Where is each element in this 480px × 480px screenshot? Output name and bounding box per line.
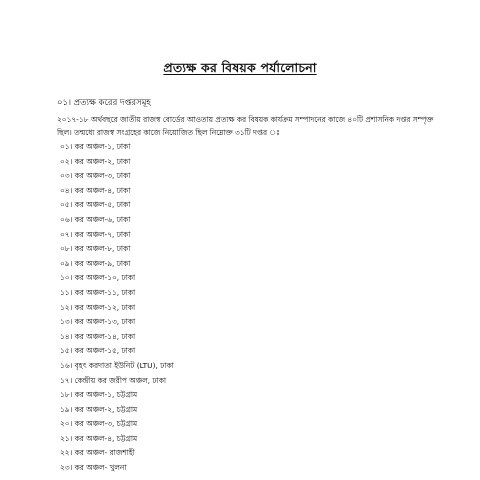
intro-paragraph: ২০১৭-১৮ অর্থবছরে জাতীয় রাজস্ব বোর্ডের আওতায় প্রত্যক্ষ কর বিষয়ক কার্যক্রম সম্পাদনের কাজে ৪০টি প্রশাসনিক দপ্তর সম্পৃক্ত ছিল। তন্মধ্যে রাজস্ব সংগ্রহের কাজে নিয়োজিত ছিল নিম্নোক্ত ৩১টি দপ্তর ঃ xyxy=(57,115,434,137)
office-list-item: ০২। কর অঞ্চল-২, ঢাকা xyxy=(60,156,131,166)
office-list-item: ০৮। কর অঞ্চল-৮, ঢাকা xyxy=(60,244,131,254)
office-list-item: ২০। কর অঞ্চল-৩, চট্টগ্রাম xyxy=(60,419,138,429)
office-list-item: ১০। কর অঞ্চল-১০, ঢাকা xyxy=(60,273,136,283)
office-list-item: ০৬। কর অঞ্চল-৬, ঢাকা xyxy=(60,214,131,224)
office-list xyxy=(60,140,174,476)
office-list-item: ১২। কর অঞ্চল-১২, ঢাকা xyxy=(60,302,136,312)
office-list-item: ০৭। কর অঞ্চল-৭, ঢাকা xyxy=(60,229,131,239)
office-list-item: ০৪। কর অঞ্চল-৪, ঢাকা xyxy=(60,185,131,195)
office-list-item: ১৯। কর অঞ্চল-২, চট্টগ্রাম xyxy=(60,404,138,414)
office-list-item: ০১। কর অঞ্চল-১, ঢাকা xyxy=(60,142,131,151)
office-list-item: ২৩। কর অঞ্চল- খুলনা xyxy=(60,463,127,473)
office-list-item: ২২। কর অঞ্চল- রাজশাহী xyxy=(60,448,135,458)
office-list-item: ১৪। কর অঞ্চল-১৪, ঢাকা xyxy=(60,331,136,341)
office-list-item: ০৫। কর অঞ্চল-৫, ঢাকা xyxy=(60,200,131,210)
office-list-item: ১৮। কর অঞ্চল-১, চট্টগ্রাম xyxy=(60,390,138,400)
office-list-item: ০৩। কর অঞ্চল-৩, ঢাকা xyxy=(60,171,131,181)
office-list-item: ১৩। কর অঞ্চল-১৩, ঢাকা xyxy=(60,317,136,327)
office-list-item: ০৯। কর অঞ্চল-৯, ঢাকা xyxy=(60,258,131,268)
office-list-item: ২১। কর অঞ্চল-৪, চট্টগ্রাম xyxy=(60,433,138,443)
office-list-item: ১১। কর অঞ্চল-১১, ঢাকা xyxy=(60,287,136,297)
page-title: প্রত্যক্ষ কর বিষয়ক পর্যালোচনা xyxy=(163,60,317,75)
section-heading: ০১। প্রত্যক্ষ করের দপ্তরসমূহ xyxy=(57,98,151,108)
office-list-item: ১৭। কেন্দ্রীয় কর জরীপ অঞ্চল, ঢাকা xyxy=(60,375,167,385)
office-list-item: ১৫। কর অঞ্চল-১৫, ঢাকা xyxy=(60,346,136,356)
office-list-item: ১৬। বৃহৎ করদাতা ইউনিট (LTU), ঢাকা xyxy=(60,360,174,370)
